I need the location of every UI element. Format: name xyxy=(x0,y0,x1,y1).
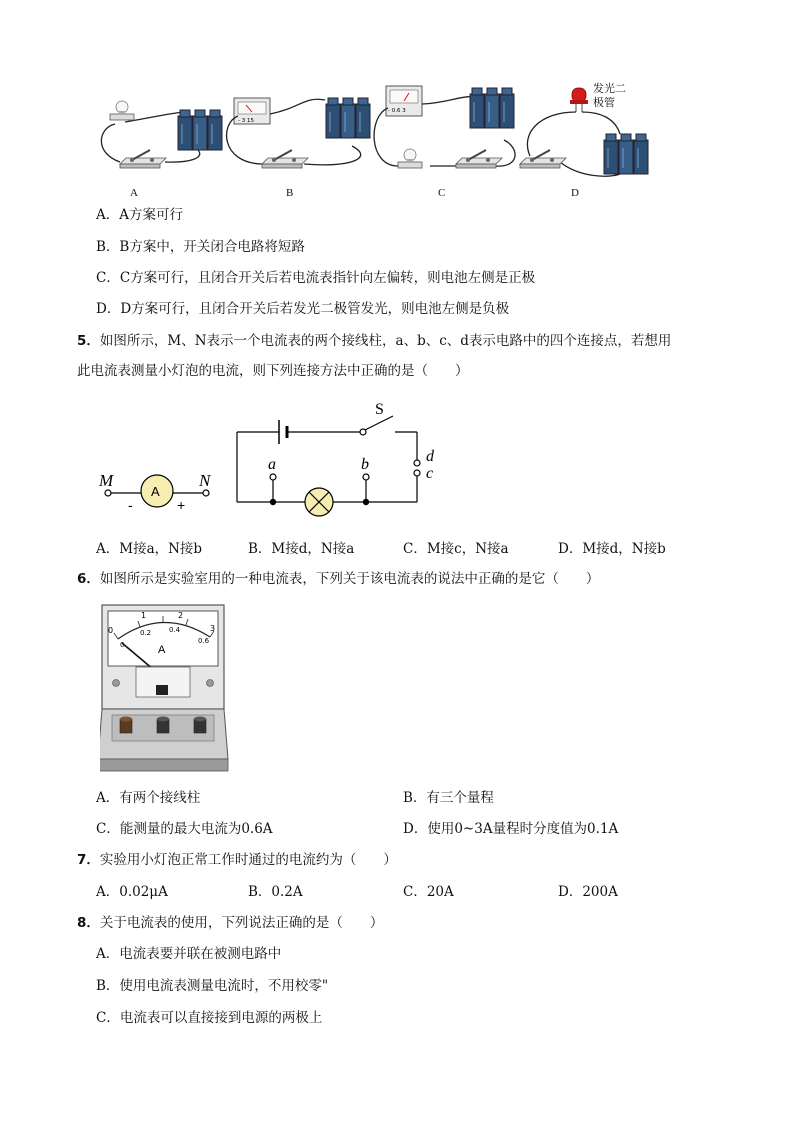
q7-stem xyxy=(77,851,397,869)
q6-stem-text: 如图所示是实验室用的一种电流表，下列关于该电流表的说法中正确的是它（ ） xyxy=(99,571,600,587)
scheme-c xyxy=(374,86,515,168)
scale-bottom-2: 0.4 xyxy=(169,626,181,634)
minus-sign: - xyxy=(128,497,133,513)
scale-top-0: 0 xyxy=(108,626,114,635)
q4-circuit-figure xyxy=(90,78,660,203)
q8-option-a: A．电流表要并联在被测电路中 xyxy=(96,946,282,962)
meter-unit-label: A xyxy=(158,644,166,656)
scale-top-3: 3 xyxy=(210,624,216,633)
q8-stem-text: 关于电流表的使用，下列说法正确的是（ ） xyxy=(99,915,384,931)
meter-b-ticks: - 3 15 xyxy=(238,118,254,124)
q5-stem-line1 xyxy=(77,332,671,350)
q7-option-c: C．20A xyxy=(403,884,454,900)
q4-option-d: D．D方案可行，且闭合开关后若发光二极管发光，则电池左侧是负极 xyxy=(96,301,510,317)
q5-option-b: B．M接d，N接a xyxy=(248,541,355,557)
q4-option-c: C．C方案可行，且闭合开关后若电流表指针向左偏转，则电池左侧是正极 xyxy=(96,270,536,286)
q8-number: 8． xyxy=(77,915,100,931)
scale-bottom-3: 0.6 xyxy=(198,637,210,645)
label-a: A xyxy=(130,187,138,199)
label-c: C xyxy=(438,187,446,199)
q8-stem xyxy=(77,914,383,932)
label-b: B xyxy=(286,187,294,199)
q5-option-c: C．M接c，N接a xyxy=(403,541,509,557)
terminal-m-label: M xyxy=(99,471,114,490)
q7-option-a: A．0.02μA xyxy=(96,884,168,900)
q5-number: 5． xyxy=(77,333,100,349)
meter-c-ticks: - 0.6 3 xyxy=(388,108,406,114)
scheme-a xyxy=(101,101,222,168)
q6-stem xyxy=(77,570,599,588)
q6-option-b: B．有三个量程 xyxy=(403,790,494,806)
ammeter-label: A xyxy=(151,484,160,499)
switch-label: S xyxy=(375,401,384,418)
scheme-d xyxy=(520,81,648,176)
q7-stem-text: 实验用小灯泡正常工作时通过的电流约为（ ） xyxy=(99,852,397,868)
q6-number: 6． xyxy=(77,571,100,587)
led-label-2: 极管 xyxy=(593,96,615,109)
q5-option-a: A．M接a，N接b xyxy=(96,541,203,557)
q4-option-b: B．B方案中，开关闭合电路将短路 xyxy=(96,239,305,255)
q5-stem-line2: 此电流表测量小灯泡的电流，则下列连接方法中正确的是（ ） xyxy=(77,363,469,379)
scale-top-2: 2 xyxy=(178,611,184,620)
terminal-n-label: N xyxy=(199,471,211,490)
label-d: D xyxy=(571,187,579,199)
point-d-label: d xyxy=(426,448,434,465)
q5-option-d: D．M接d，N接b xyxy=(558,541,666,557)
q4-option-a: A．A方案可行 xyxy=(96,207,183,223)
point-c-label: c xyxy=(426,465,434,482)
q7-option-b: B．0.2A xyxy=(248,884,303,900)
point-b-label: b xyxy=(361,456,369,473)
led-icon xyxy=(572,88,586,102)
q6-option-a: A．有两个接线柱 xyxy=(96,790,201,806)
scale-top-1: 1 xyxy=(141,611,147,620)
q7-option-d: D．200A xyxy=(558,884,618,900)
led-label-1: 发光二 xyxy=(593,82,626,95)
q5-stem-text-1: 如图所示，M、N表示一个电流表的两个接线柱，a、b、c、d表示电路中的四个连接点，若想用 xyxy=(99,333,672,349)
scale-bottom-0: 0 xyxy=(120,641,125,649)
scale-bottom-1: 0.2 xyxy=(140,629,152,637)
q6-option-c: C．能测量的最大电流为0.6A xyxy=(96,821,273,837)
q8-option-c: C．电流表可以直接接到电源的两极上 xyxy=(96,1010,323,1026)
plus-sign: + xyxy=(177,497,186,513)
switch-blade xyxy=(365,416,393,430)
q6-option-d: D．使用0~3A量程时分度值为0.1A xyxy=(403,821,619,837)
q8-option-b: B．使用电流表测量电流时，不用校零" xyxy=(96,978,329,994)
q5-circuit-diagram xyxy=(95,398,455,523)
q7-number: 7． xyxy=(77,852,100,868)
q6-ammeter-figure xyxy=(100,603,232,775)
point-a-label: a xyxy=(268,456,276,473)
scheme-b xyxy=(227,98,370,168)
